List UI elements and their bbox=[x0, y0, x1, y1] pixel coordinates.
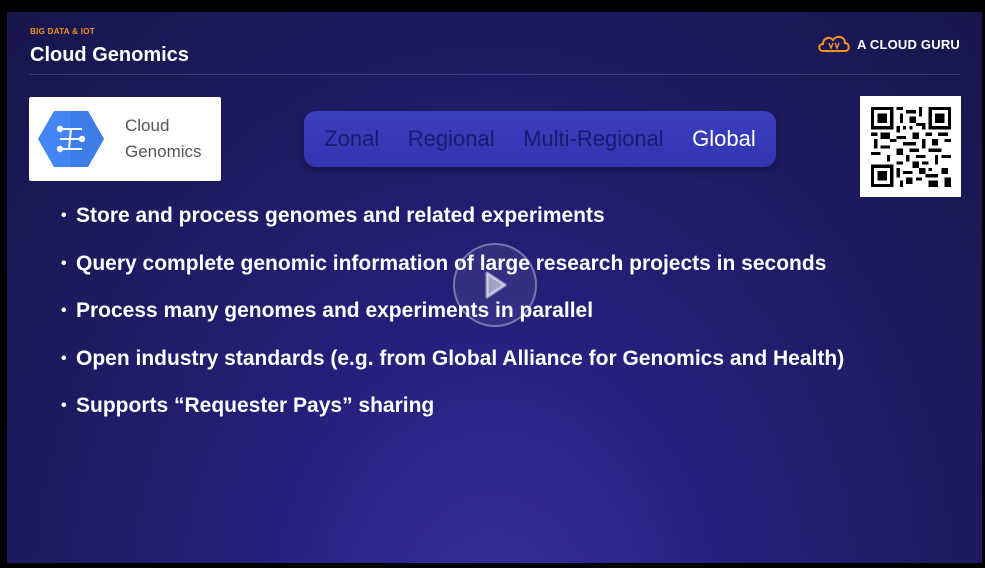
product-name-line2: Genomics bbox=[125, 142, 202, 161]
scope-multi-regional: Multi-Regional bbox=[523, 126, 664, 151]
slide bbox=[7, 12, 982, 563]
feature-list bbox=[61, 204, 844, 442]
list-item bbox=[61, 299, 844, 347]
scope-zonal: Zonal bbox=[324, 126, 380, 151]
brand-name: A CLOUD GURU bbox=[856, 36, 960, 52]
bullet-text: Process many genomes and experiments in parallel bbox=[76, 299, 594, 322]
play-icon bbox=[481, 270, 509, 300]
scope-global: Global bbox=[692, 126, 756, 151]
bullet-text: Query complete genomic information of large research projects in seconds bbox=[76, 251, 827, 275]
list-item bbox=[61, 347, 844, 395]
qr-code bbox=[860, 96, 961, 197]
bullet-dot: • bbox=[61, 349, 67, 367]
bullet-dot: • bbox=[61, 207, 67, 224]
bullet-dot: • bbox=[61, 397, 67, 414]
section-label: BIG DATA & IOT bbox=[30, 27, 95, 36]
availability-scope-bar bbox=[304, 111, 776, 167]
header-divider bbox=[29, 74, 960, 75]
cloud-logo-icon bbox=[817, 34, 851, 54]
slide-title: Cloud Genomics bbox=[30, 44, 189, 66]
product-name bbox=[125, 113, 202, 165]
list-item bbox=[61, 204, 844, 252]
cloud-genomics-icon bbox=[37, 109, 105, 169]
list-item bbox=[61, 394, 844, 442]
bullet-text: Supports “Requester Pays” sharing bbox=[76, 394, 435, 417]
product-card bbox=[29, 97, 221, 181]
bullet-text: Open industry standards (e.g. from Global Alliance for Genomics and Health) bbox=[76, 346, 845, 370]
brand-logo bbox=[817, 34, 960, 54]
scope-regional: Regional bbox=[407, 126, 495, 151]
play-button[interactable] bbox=[453, 243, 537, 327]
bullet-text: Store and process genomes and related experiments bbox=[76, 204, 605, 227]
bullet-dot: • bbox=[61, 302, 67, 319]
qr-code-icon bbox=[871, 107, 951, 187]
product-name-line1: Cloud bbox=[125, 116, 170, 135]
bullet-dot: • bbox=[61, 254, 67, 272]
